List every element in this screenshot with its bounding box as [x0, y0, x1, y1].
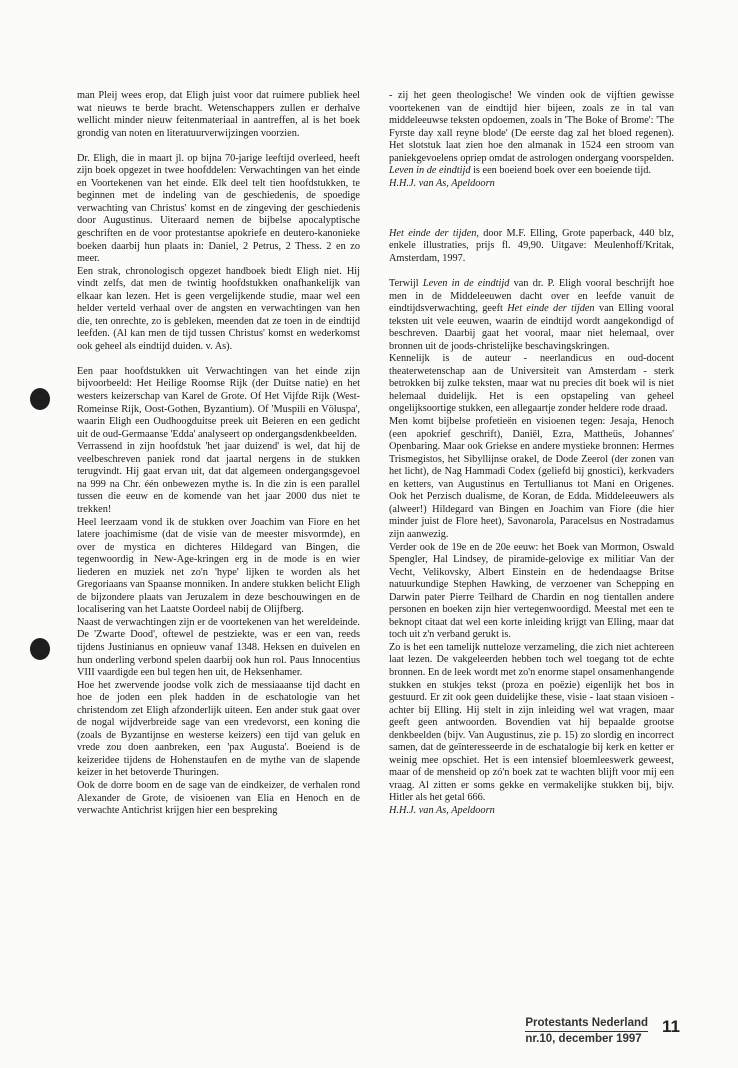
reviewer-signature: H.H.J. van As, Apeldoorn [389, 804, 495, 816]
left-column [77, 90, 360, 818]
book-title: Het einde der tijden [507, 303, 595, 315]
paragraph-text: is een boeiend boek over een boeiende tijd. [470, 165, 651, 177]
paragraph: - zij het geen theologische! We vinden ook de vijftien gewisse voortekenen van de eindtijd hier bijeen, zoals ze in tal van middeleeuwse teksten opdoemen, zoals in 'The Boke of Brome': 'The Fyrste day xall reyne blode' (De eerste dag zal het bloed regenen). Het slotstuk laat zien hoe den almanak in 1524 een stroom van paniekgevoelens opriep omdat de astrologen ondergang voorspelden. [389, 90, 674, 164]
paragraph: Naast de verwachtingen zijn er de voortekenen van het wereldeinde. De 'Zwarte Dood', oftewel de pestziekte, was er een van, reeds tijdens Justinianus en opnieuw vanaf 1348. Heksen en duivelen en hun onderling verbond spelen daarbij ook hun rol. Paus Innocentius VIII vaardigde een bul tegen hen uit, de Heksenhamer. [77, 616, 360, 679]
book-details: door M.F. Elling, Grote paperback, 440 blz, enkele illustraties, prijs fl. 49,90. Uitgave: Meulenhoff/Kritak, Amsterdam, 1997. [389, 227, 675, 264]
book-title: Leven in de eindtijd [422, 278, 510, 290]
paragraph [389, 278, 674, 353]
paragraph: Men komt bijbelse profetieën en visioenen tegen: Jesaja, Henoch (een apokrief geschrift), Daniël, Ezra, Mattheüs, Johannes' Openbaring. Maar ook Griekse en andere mystieke bronnen: Hermes Trismegistos, het Sibyllijnse orakel, de Dode Zeerol (der zonen van het licht), de Nag Hammadi Codex (geliefd bij gnostici), kerkvaders en ketters, van Augustinus en Tertullianus tot Mani en Origenes. Ook het Perzisch dualisme, de Koran, de Edda. Middeleeuwers als (alweer!) Hildegard van Bingen en Joachim van Fiore (die hier minder juist de Flore heet), Savonarola, Paracelsus en Nostradamus zijn aanwezig. [389, 416, 674, 540]
paragraph: Een paar hoofdstukken uit Verwachtingen van het einde zijn bijvoorbeeld: Het Heilige Roomse Rijk (der Duitse natie) en het westers keizerschap van Karel de Grote. Of Het Vijfde Rijk (West-Romeinse Rijk, Oost-Gothen, Byzantium). Of 'Muspili en Völuspa', waarin Eligh een Oudhoogduitse preek uit Beieren en een gedicht uit de oud-Germaanse 'Edda' analyseert op ondergangsdenkbeelden. [77, 365, 360, 440]
reviewer-signature: H.H.J. van As, Apeldoorn [389, 177, 495, 189]
page-number: 11 [662, 1017, 680, 1036]
punch-hole-top [30, 388, 50, 410]
paragraph: Een strak, chronologisch opgezet handboek biedt Eligh niet. Hij vindt zelfs, dat men de twintig hoofdstukken onafhankelijk van elkaar kan lezen. Het is geen vergelijkende studie, maar wel een helder verteld verhaal over de angsten en verwachtingen van hen die, ten onrechte, zo is gebleken, meenden dat ze toen in de eindtijd leefden. (Al kan men de tijd tussen Christus' komst en wederkomst ook geheel als eindtijd duiden. v. As). [77, 265, 360, 352]
book-title: Leven in de eindtijd [389, 165, 471, 177]
text-span: van dr. P. Eligh vooral beschrijft hoe men in de Middeleeuwen dacht over en leefde vanuit de eindtijdsverwachting, geeft [389, 278, 675, 315]
paragraph [389, 165, 674, 178]
punch-hole-bottom [30, 638, 50, 660]
paragraph: man Pleij wees erop, dat Eligh juist voor dat ruimere publiek heel wat nieuws te berde bracht. Wetenschappers zullen er derhalve wellicht minder nieuw feitenmateriaal in aantreffen, al is het boek grondig van noten en literatuurverwijzingen voorzien. [77, 90, 360, 139]
page-footer [525, 1017, 680, 1046]
paragraph: Verrassend in zijn hoofdstuk 'het jaar duizend' is wel, dat hij de veelbeschreven paniek rond dat jaartal nergens in de stukken terugvindt. Hij gaat ervan uit, dat dat algemeen ondergangsgevoel na 999 na Chr. één onbewezen mythe is. In die zin is een parallel tussen die eeuw en de komende van het jaar 2000 dus niet te trekken! [77, 441, 360, 515]
magazine-title: Protestants Nederland [525, 1017, 648, 1032]
paragraph: Hoe het zwervende joodse volk zich de messiaaanse tijd dacht en hoe de joden een plek hadden in de eschatologie van het christendom zet Eligh afzonderlijk uiteen. Een ander stuk gaat over de nogal wijdverbreide sage van een vredevorst, een koning die (zoals de Byzantijnse en westerse keizers) een tijd van geluk en vrede zou doen aanbreken, een 'pax Augusta'. Boeiend is de keizeridee tijdens de Hohenstaufen en de mythe van de slapende keizer in het betoverde Thuringen. [77, 679, 360, 779]
paragraph: Verder ook de 19e en de 20e eeuw: het Boek van Mormon, Oswald Spengler, Hal Lindsey, de piramide-gelovige ex militiar Van der Vecht, Velikovsky, Albert Einstein en de hedendaagse Britse natuurkundige Stephen Hawking, de verzoener van Schepping en Darwin pater Pierre Teilhard de Chardin en nog tientallen andere personen en boeken zijn hier vertegenwoordigd. Meestal met een te beknopt citaat dat wel een korte inleiding krijgt van Elling, maar dat toch uit z'n verband gerukt is. [389, 541, 674, 641]
paragraph: Dr. Eligh, die in maart jl. op bijna 70-jarige leeftijd overleed, heeft zijn boek opgezet in twee hoofddelen: Verwachtingen van het einde en Voortekenen van het einde. Elk deel telt tien hoofdstukken, te beginnen met de indeling van de geschiedenis, de spoedige verwachting van Christus' komst en de zingeving der geschiedenis door Augustinus. Uiteraard nemen de bijbelse apocalyptische geschriften en de voor protestantse apokriefe en deutero-kanonieke boeken daarbij hun plaats in: Daniel, 2 Petrus, 2 Thess. 2 en zo meer. [77, 152, 360, 265]
text-span: van Elling vooral teksten uit vele eeuwen, waarin de eindtijd wordt aangekondigd of beschreven. Daarbij gaat het vooral, maar niet helemaal, over bronnen uit de joods-christelijke beschavingskringen. [389, 303, 674, 352]
review-heading [389, 228, 674, 266]
issue-label: nr.10, december 1997 [525, 1033, 642, 1045]
paragraph: Ook de dorre boom en de sage van de eindkeizer, de verhalen rond Alexander de Grote, de visioenen van Elia en Henoch en de verwachte Antichrist krijgen hier een bespreking [77, 779, 360, 817]
magazine-info [525, 1017, 648, 1046]
right-column [389, 90, 674, 818]
paragraph: Zo is het een tamelijk nutteloze verzameling, die zich niet achtereen laat lezen. De vakgeleerden hebben toch wel toegang tot de echte bronnen. En de leek wordt met zo'n enorme stapel onsamenhangende stukken en stukjes tekst (proza en poëzie) eigenlijk het bos in gestuurd. Er zit ook geen duidelijke these, visie - laat staan visioen - achter bij Elling. Hij stelt in zijn inleiding wel wat vragen, maar geeft geen antwoorden. Bovendien vat hij bepaalde grootse denkbeelden (bijv. Van Augustinus, zie p. 15) zo slordig en incorrect samen, dat de geïnteresseerde in de eschatalogie bij kerk en ketter er weinig mee opschiet. Het is een intensief bloemleeswerk geweest, maar of de mensheid op zó'n boek zat te wachten blijft voor mij een vraag. Al zitten er soms gekke en vermakelijke stukken bij, bijv. Hitler als het getal 666. [389, 641, 674, 804]
book-title: Het einde der tijden, [389, 227, 479, 239]
paragraph: Heel leerzaam vond ik de stukken over Joachim van Fiore en het latere joachimisme (dat de visie van de meester misvormde), en over de mystica en dichteres Hildegard van Bingen, die tegenwoordig in New-Age-kringen erg in de mode is en wier liederen en muziek net zo'n 'hype' lijken te worden als het Gregoriaans van Spaanse monniken. In andere stukken belicht Eligh de bijzondere plaats van Jeruzalem in deze beschouwingen en de localisering van het Laatste Oordeel nabij de Olijfberg. [77, 516, 360, 616]
paragraph: Kennelijk is de auteur - neerlandicus en oud-docent theaterwetenschap aan de Universiteit van Amsterdam - sterk betrokken bij zulke teksten, maar wat nu precies dit boek wil is niet helemaal duidelijk. Het is een opstapeling van geheel ongelijksoortige stukken, een allegaartje zonder heldere rode draad. [389, 353, 674, 415]
text-span: Terwijl [389, 278, 423, 290]
